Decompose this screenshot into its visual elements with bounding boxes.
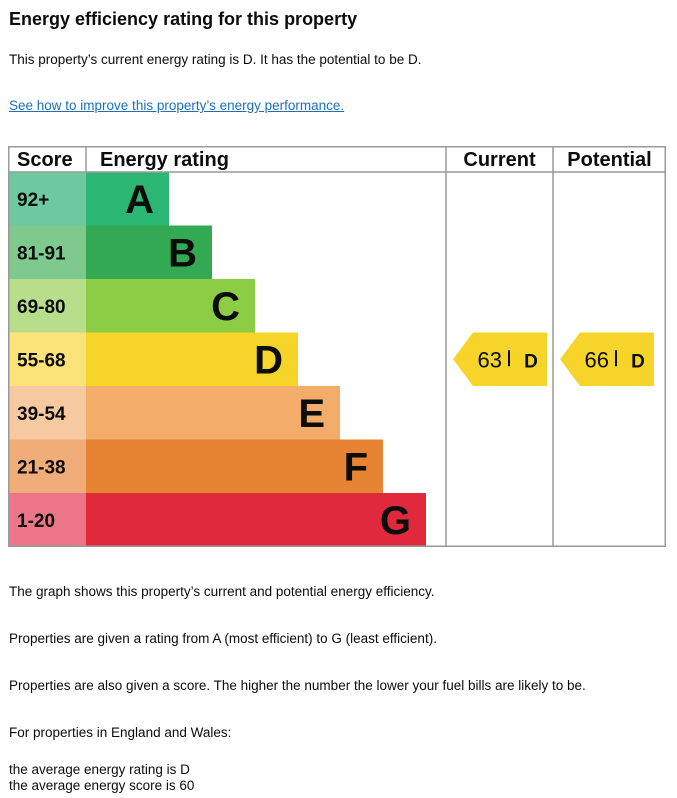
rating-summary: This property’s current energy rating is D. It has the potential to be D. — [9, 52, 422, 67]
rating-letter: B — [168, 231, 197, 276]
rating-letter: F — [343, 445, 368, 490]
graph-explanation: The graph shows this property’s current and potential energy efficiency. — [9, 584, 435, 599]
score-explanation: Properties are also given a score. The higher the number the lower your fuel bills are likely to be. — [9, 678, 586, 693]
energy-rating-column-header: Energy rating — [100, 149, 229, 171]
average-rating: the average energy rating is D — [9, 762, 190, 777]
current-rating-letter: D — [524, 351, 538, 373]
score-label: 1-20 — [17, 510, 56, 532]
current-column-header: Current — [463, 149, 536, 171]
rating-letter: E — [298, 391, 325, 436]
score-label: 21-38 — [17, 457, 66, 479]
energy-rating-chart — [8, 146, 666, 547]
potential-column-header: Potential — [567, 149, 652, 171]
average-score: the average energy score is 60 — [9, 778, 195, 793]
current-rating-score: 63 — [477, 347, 502, 373]
rating-letter: G — [379, 498, 411, 543]
rating-bar-f — [86, 440, 383, 494]
score-column-header: Score — [17, 149, 73, 171]
score-label: 55-68 — [17, 350, 66, 372]
page-title: Energy efficiency rating for this property — [9, 9, 358, 29]
rating-bar-g — [86, 493, 426, 547]
rating-letter: A — [125, 177, 154, 222]
score-label: 81-91 — [17, 243, 66, 265]
potential-rating-score: 66 — [584, 347, 609, 373]
score-label: 92+ — [17, 189, 50, 211]
score-label: 69-80 — [17, 296, 66, 318]
improve-performance-link[interactable]: See how to improve this property’s energy performance. — [9, 98, 345, 113]
potential-rating-letter: D — [631, 351, 645, 373]
rating-letter: D — [254, 338, 283, 383]
rating-explanation: Properties are given a rating from A (most efficient) to G (least efficient). — [9, 631, 437, 646]
rating-letter: C — [211, 284, 240, 329]
score-label: 39-54 — [17, 403, 66, 425]
region-heading: For properties in England and Wales: — [9, 725, 232, 740]
